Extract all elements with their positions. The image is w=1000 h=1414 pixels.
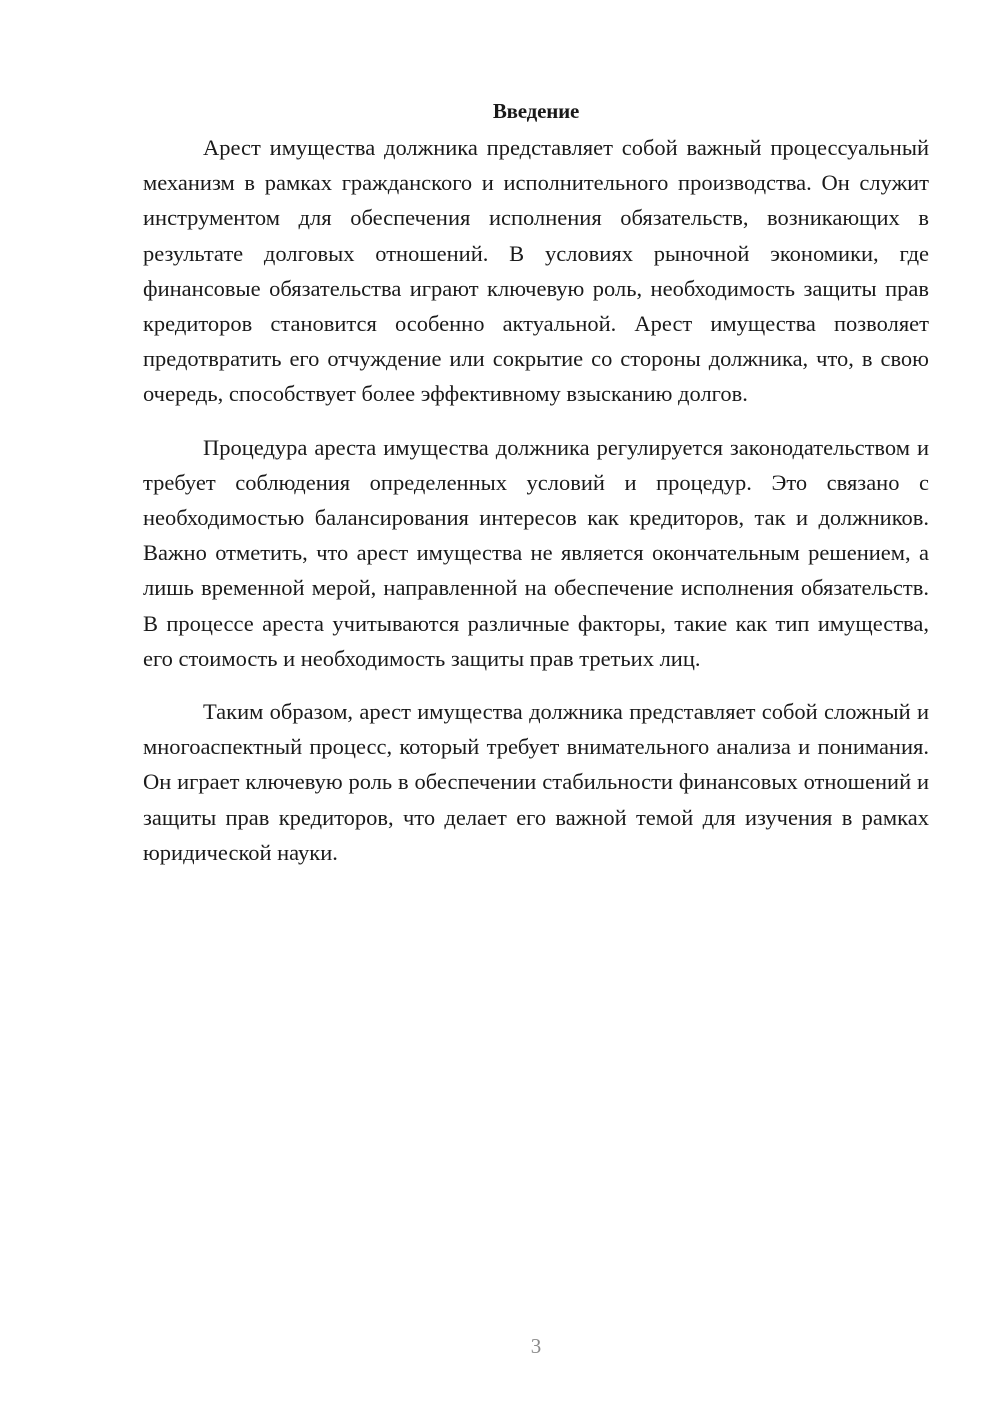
paragraph-2: Процедура ареста имущества должника регулируется законодательством и требует соблюдения определенных условий и процедур. Это связано с необходимостью балансирования интересов как кредиторов, так и должников. Важно отметить, что арест имущества не является окончательным решением, а лишь временной мерой, направленной на обеспечение исполнения обязательств. В процессе ареста учитываются различные факторы, такие как тип имущества, его стоимость и необходимость защиты прав третьих лиц. — [143, 434, 929, 671]
page-content — [143, 96, 929, 888]
paragraph-1: Арест имущества должника представляет собой важный процессуальный механизм в рамках гражданского и исполнительного производства. Он служит инструментом для обеспечения исполнения обязательств, возникающих в результате долговых отношений. В условиях рыночной экономики, где финансовые обязательства играют ключевую роль, необходимость защиты прав кредиторов становится особенно актуальной. Арест имущества позволяет предотвратить его отчуждение или сокрытие со стороны должника, что, в свою очередь, способствует более эффективному взысканию долгов. — [143, 135, 929, 407]
page-number: 3 — [530, 1334, 542, 1358]
section-title: Введение — [492, 99, 580, 123]
paragraph-3: Таким образом, арест имущества должника представляет собой сложный и многоаспектный процесс, который требует внимательного анализа и понимания. Он играет ключевую роль в обеспечении стабильности финансовых отношений и защиты прав кредиторов, что делает его важной темой для изучения в рамках юридической науки. — [143, 699, 929, 865]
